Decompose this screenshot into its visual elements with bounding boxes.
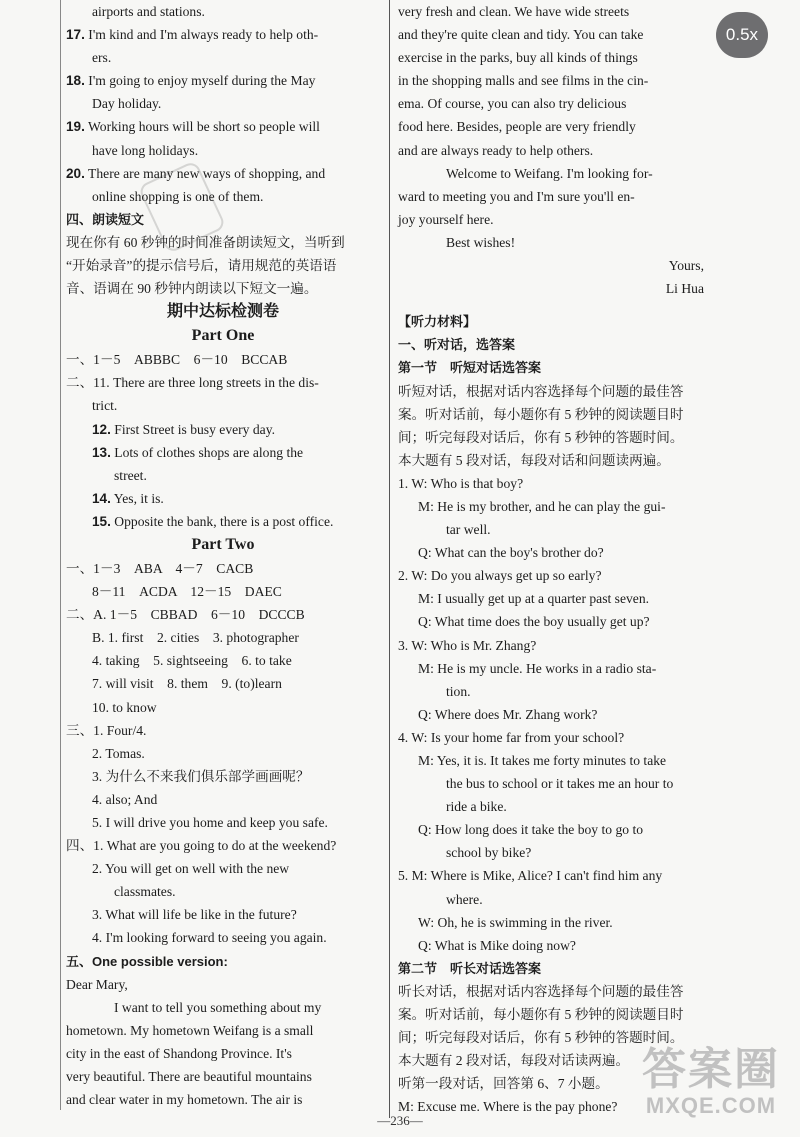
line-text: 本大题有 5 段对话，每段对话和问题读两遍。 [398, 452, 670, 468]
left-text-line [66, 557, 380, 580]
line-text: Q: Where does Mr. Zhang work? [418, 706, 598, 722]
line-text: 音、语调在 90 秒钟内朗读以下短文一遍。 [66, 281, 318, 297]
right-text-line [398, 749, 710, 772]
line-text: 听长对话，根据对话内容选择每个问题的最佳答 [398, 983, 684, 999]
line-text: 3. W: Who is Mr. Zhang? [398, 637, 537, 653]
line-text: 第一节 听短对话选答案 [398, 360, 542, 376]
left-text-line [66, 1065, 380, 1088]
right-text-line [398, 911, 710, 934]
left-text-line [66, 926, 380, 949]
item-number: 20. [66, 165, 85, 181]
left-text-line [66, 324, 380, 348]
left-text-line [66, 69, 380, 92]
right-text-line [398, 115, 710, 138]
line-text: 4. also; And [92, 791, 158, 807]
line-text: B. 1. first 2. cities 3. photographer [92, 630, 299, 646]
line-text: I want to tell you something about my [114, 999, 322, 1015]
line-text: Yes, it is. [110, 490, 164, 506]
item-number: 14. [92, 490, 111, 506]
right-text-line [398, 333, 710, 356]
left-text-line [66, 626, 380, 649]
left-text-line [66, 973, 380, 996]
right-text-line [398, 518, 710, 541]
left-text-line [66, 254, 380, 277]
item-number: 18. [66, 73, 85, 89]
line-text: 一、1－3 ABA 4－7 CACB [66, 560, 254, 576]
line-text: ers. [92, 50, 112, 66]
left-text-line [66, 394, 380, 417]
line-text: trict. [92, 398, 118, 414]
line-text: ride a bike. [446, 799, 507, 815]
line-text: 5. I will drive you home and keep you safe. [92, 815, 328, 830]
line-text: and are always ready to help others. [398, 142, 594, 158]
line-text: airports and stations. [92, 4, 205, 19]
line-text: 8－11 ACDA 12－15 DAEC [92, 584, 282, 600]
right-text-line [398, 957, 710, 980]
right-text-line [398, 772, 710, 795]
right-text-line [398, 380, 710, 403]
line-text: I'm kind and I'm always ready to help oth- [84, 27, 319, 43]
line-text: I'm going to enjoy myself during the May [84, 73, 316, 89]
line-text: school by bike? [446, 845, 532, 861]
line-text: ward to meeting you and I'm sure you'll en- [398, 188, 635, 204]
line-text: 二、11. There are three long streets in the dis- [66, 375, 319, 391]
line-text: exercise in the parks, buy all kinds of things [398, 50, 638, 66]
line-text: and they're quite clean and tidy. You can take [398, 27, 644, 43]
line-text: food here. Besides, people are very friendly [398, 119, 636, 135]
item-number: 15. [92, 513, 111, 529]
line-text: Q: How long does it take the boy to go to [418, 822, 644, 838]
left-text-line [66, 208, 380, 231]
right-text-line [398, 23, 710, 46]
left-text-line [66, 115, 380, 138]
line-text: 间；听完每段对话后，你有 5 秒钟的答题时间。 [398, 429, 684, 445]
line-text: 4. taking 5. sightseeing 6. to take [92, 653, 292, 669]
right-text-line [398, 980, 710, 1003]
line-text: 一、听对话，选答案 [398, 337, 516, 353]
line-text: joy yourself here. [398, 211, 494, 227]
right-text-line [398, 208, 710, 231]
left-text-line [66, 603, 380, 626]
left-text-line [66, 0, 380, 23]
right-text-line [398, 634, 710, 657]
right-text-line [398, 162, 710, 185]
right-text-line [398, 795, 710, 818]
line-text: very beautiful. There are beautiful mountains [66, 1069, 312, 1085]
line-text: Li Hua [665, 281, 704, 297]
right-text-line [398, 864, 710, 887]
line-text: classmates. [114, 884, 176, 900]
left-text-line [66, 1042, 380, 1065]
line-text: city in the east of Shandong Province. It's [66, 1045, 292, 1061]
line-text: 案。听对话前，每小题你有 5 秒钟的阅读题目时 [398, 406, 684, 422]
line-text: M: I usually get up at a quarter past seven. [418, 591, 650, 607]
right-text-line [398, 680, 710, 703]
line-text: 4. W: Is your home far from your school? [398, 729, 625, 745]
line-text: 案。听对话前，每小题你有 5 秒钟的阅读题目时 [398, 1007, 684, 1023]
left-text-line [66, 418, 380, 441]
right-text-line [398, 449, 710, 472]
right-text-line [398, 610, 710, 633]
left-text-line [66, 510, 380, 533]
left-text-line [66, 139, 380, 162]
left-text-line [66, 464, 380, 487]
left-text-line [66, 903, 380, 926]
left-text-line [66, 23, 380, 46]
line-text: online shopping is one of them. [92, 188, 264, 204]
line-text: 听第一段对话，回答第 6、7 小题。 [398, 1076, 609, 1092]
right-text-line [398, 818, 710, 841]
line-text: Q: What time does the boy usually get up? [418, 614, 650, 630]
line-text: 现在你有 60 秒钟的时间准备朗读短文，当听到 [66, 234, 345, 250]
line-text: 听短对话，根据对话内容选择每个问题的最佳答 [398, 383, 684, 399]
left-text-line [66, 92, 380, 115]
line-text: hometown. My hometown Weifang is a small [66, 1022, 314, 1038]
line-text: M: Yes, it is. It takes me forty minutes to take [418, 753, 667, 768]
line-text: 【听力材料】 [398, 314, 477, 330]
line-text: Q: What is Mike doing now? [418, 937, 576, 953]
right-text-line [398, 934, 710, 957]
left-column [66, 0, 380, 1111]
right-text-line [398, 657, 710, 680]
right-text-line [398, 426, 710, 449]
right-text-line [398, 472, 710, 495]
line-text: 4. I'm looking forward to seeing you again. [92, 930, 327, 946]
right-text-line [398, 69, 710, 92]
left-text-line [66, 533, 380, 557]
right-text-line [398, 92, 710, 115]
watermark-logo: 答案圈 MXQE.COM [642, 1045, 780, 1118]
line-text: and clear water in my hometown. The air is [66, 1092, 303, 1108]
right-text-line [398, 703, 710, 726]
left-text-line [66, 834, 380, 857]
line-text: 三、1. Four/4. [66, 722, 147, 738]
left-text-line [66, 487, 380, 510]
line-text: Lots of clothes shops are along the [110, 444, 304, 460]
page-edge-line [60, 0, 61, 1110]
left-text-line [66, 580, 380, 603]
line-text: in the shopping malls and see films in the cin- [398, 73, 649, 89]
right-column [398, 0, 710, 1119]
left-text-line [66, 1088, 380, 1111]
right-text-line [398, 277, 710, 300]
column-divider [389, 0, 390, 1118]
right-text-line [398, 841, 710, 864]
line-text: First Street is busy every day. [110, 421, 276, 437]
line-text: Dear Mary, [66, 976, 128, 992]
line-text: 五、One possible version: [66, 953, 228, 969]
item-number: 19. [66, 119, 85, 135]
item-number: 13. [92, 444, 111, 460]
line-text: street. [114, 467, 147, 483]
line-text: very fresh and clean. We have wide streets [398, 4, 630, 19]
line-text: 二、A. 1－5 CBBAD 6－10 DCCCB [66, 607, 305, 623]
line-text: 本大题有 2 段对话，每段对话读两遍。 [398, 1053, 630, 1069]
right-text-line [398, 495, 710, 518]
line-text: 第二节 听长对话选答案 [398, 960, 542, 976]
line-text: Best wishes! [446, 234, 516, 250]
line-text: tar well. [446, 522, 491, 538]
left-text-line [66, 231, 380, 254]
left-text-line [66, 719, 380, 742]
left-text-line [66, 162, 380, 185]
left-text-line [66, 649, 380, 672]
left-text-line [66, 788, 380, 811]
page-number: —236— [377, 1113, 423, 1128]
left-text-line [66, 441, 380, 464]
left-text-line [66, 811, 380, 834]
left-text-line [66, 880, 380, 903]
left-text-line [66, 765, 380, 788]
line-text: Working hours will be short so people will [84, 119, 320, 135]
line-text: Opposite the bank, there is a post office. [110, 513, 334, 529]
right-text-line [398, 1003, 710, 1026]
right-text-line [398, 254, 710, 277]
line-text: M: Excuse me. Where is the pay phone? [398, 1099, 618, 1115]
line-text: Part Two [191, 535, 255, 553]
right-text-line [398, 726, 710, 749]
line-text: Welcome to Weifang. I'm looking for- [446, 165, 653, 181]
line-text: 四、朗读短文 [66, 211, 145, 227]
zoom-badge[interactable]: 0.5x [716, 12, 768, 58]
line-text: M: He is my brother, and he can play the gui- [418, 498, 666, 514]
left-text-line [66, 950, 380, 973]
left-text-line [66, 277, 380, 300]
line-text: ema. Of course, you can also try delicious [398, 96, 627, 112]
line-text: 10. to know [92, 699, 157, 715]
right-text-line [398, 403, 710, 426]
right-text-line [398, 356, 710, 379]
line-text: Yours, [668, 258, 704, 274]
left-text-line [66, 742, 380, 765]
right-text-line [398, 0, 710, 23]
line-text: 四、1. What are you going to do at the weekend? [66, 838, 337, 854]
line-text: 3. What will life be like in the future? [92, 907, 297, 923]
line-text: 间；听完每段对话后，你有 5 秒钟的答题时间。 [398, 1030, 684, 1046]
line-text: Part One [191, 327, 255, 345]
item-number: 17. [66, 27, 85, 43]
line-text: tion. [446, 683, 471, 699]
line-text: 5. M: Where is Mike, Alice? I can't find him any [398, 868, 663, 884]
item-number: 12. [92, 421, 111, 437]
line-text: Day holiday. [92, 96, 162, 112]
line-text: where. [446, 891, 483, 907]
line-text: M: He is my uncle. He works in a radio sta- [418, 660, 657, 676]
right-text-line [398, 46, 710, 69]
line-text: Q: What can the boy's brother do? [418, 545, 604, 561]
right-text-line [398, 888, 710, 911]
line-text: 3. 为什么不来我们俱乐部学画画呢？ [92, 768, 310, 784]
line-text: 7. will visit 8. them 9. (to)learn [92, 676, 282, 692]
line-text: 期中达标检测卷 [166, 303, 279, 321]
right-text-line [398, 310, 710, 333]
left-text-line [66, 348, 380, 371]
line-text: W: Oh, he is swimming in the river. [418, 914, 613, 930]
left-text-line [66, 672, 380, 695]
left-text-line [66, 46, 380, 69]
left-text-line [66, 300, 380, 324]
line-text: There are many new ways of shopping, and [84, 165, 326, 181]
left-text-line [66, 996, 380, 1019]
line-text: 1. W: Who is that boy? [398, 475, 524, 491]
line-text: 2. Tomas. [92, 745, 145, 761]
line-text: have long holidays. [92, 142, 199, 158]
line-text: 2. W: Do you always get up so early? [398, 568, 602, 584]
right-text-line [398, 564, 710, 587]
left-text-line [66, 371, 380, 394]
left-text-line [66, 696, 380, 719]
line-text: “开始录音”的提示信号后，请用规范的英语语 [66, 258, 337, 274]
right-text-line [398, 185, 710, 208]
right-text-line [398, 231, 710, 254]
line-text: 2. You will get on well with the new [92, 861, 290, 877]
right-text-line [398, 139, 710, 162]
left-text-line [66, 185, 380, 208]
left-text-line [66, 1019, 380, 1042]
right-text-line [398, 587, 710, 610]
left-text-line [66, 857, 380, 880]
line-text: the bus to school or it takes me an hour to [446, 776, 674, 792]
right-text-line [398, 541, 710, 564]
line-text: 一、1－5 ABBBC 6－10 BCCAB [66, 352, 288, 368]
